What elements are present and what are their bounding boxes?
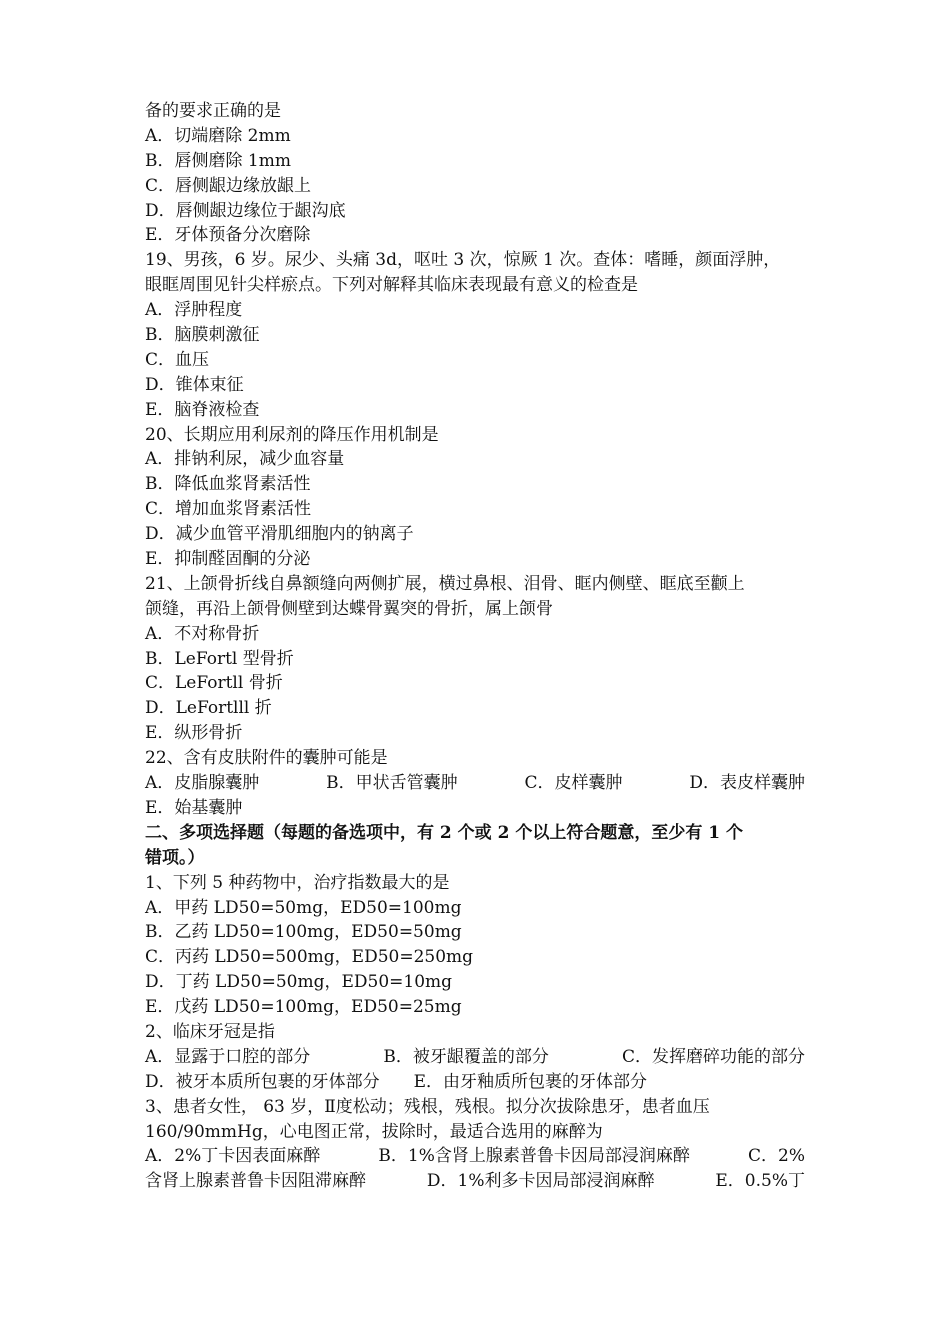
text-line: 19、男孩，6 岁。尿少、头痛 3d，呕吐 3 次，惊厥 1 次。查体：嗜睡，颜面浮肿， bbox=[145, 250, 781, 271]
text-line: 备的要求正确的是 bbox=[145, 101, 281, 121]
option-text: B．甲状舌管囊肿 bbox=[326, 773, 458, 794]
option-text: C．发挥磨碎功能的部分 bbox=[621, 1046, 805, 1067]
text-line: 22、含有皮肤附件的囊肿可能是 bbox=[145, 748, 388, 769]
text-line: C．唇侧龈边缘放龈上 bbox=[145, 175, 312, 196]
text-line: C．增加血浆肾素活性 bbox=[145, 499, 312, 520]
text-line: 颌缝，再沿上颌骨侧壁到达蝶骨翼突的骨折，属上颌骨 bbox=[145, 598, 553, 619]
text-line bbox=[145, 1045, 805, 1070]
option-text: 含肾上腺素普鲁卡因阻滞麻醉 bbox=[145, 1171, 366, 1192]
text-line: 2、临床牙冠是指 bbox=[145, 1021, 275, 1042]
text-line: B．降低血浆肾素活性 bbox=[145, 474, 311, 495]
option-text: A．皮脂腺囊肿 bbox=[145, 773, 260, 794]
text-line: E．脑脊液检查 bbox=[145, 399, 260, 420]
text-line: A．浮肿程度 bbox=[145, 300, 243, 321]
text-line: D．锥体束征 bbox=[145, 374, 244, 395]
option-text: D．1%利多卡因局部浸润麻醉 bbox=[426, 1171, 655, 1192]
section-heading-line: 错项。） bbox=[145, 847, 205, 868]
text-line: E．抑制醛固酮的分泌 bbox=[145, 549, 311, 570]
option-text: E．0.5%丁 bbox=[715, 1171, 805, 1192]
document-page bbox=[145, 99, 820, 1194]
text-line bbox=[145, 771, 805, 796]
text-line: 眼眶周围见针尖样瘀点。下列对解释其临床表现最有意义的检查是 bbox=[145, 275, 638, 296]
text-line: D．唇侧龈边缘位于龈沟底 bbox=[145, 200, 346, 221]
text-line: B．脑膜刺激征 bbox=[145, 325, 260, 346]
text-line: A．不对称骨折 bbox=[145, 623, 260, 644]
text-line: C．LeFortll 骨折 bbox=[145, 673, 283, 694]
option-text: A．显露于口腔的部分 bbox=[145, 1046, 311, 1067]
text-line: D．减少血管平滑肌细胞内的钠离子 bbox=[145, 524, 414, 545]
text-line: 160/90mmHg，心电图正常，拔除时，最适合选用的麻醉为 bbox=[145, 1121, 603, 1142]
text-line: D．LeFortlll 折 bbox=[145, 698, 272, 719]
section-heading-line: 二、多项选择题（每题的备选项中，有 2 个或 2 个以上符合题意，至少有 1 个 bbox=[145, 822, 743, 843]
text-line: D．丁药 LD50=50mg，ED50=10mg bbox=[145, 972, 453, 993]
text-line: D．被牙本质所包裹的牙体部分 E．由牙釉质所包裹的牙体部分 bbox=[145, 1071, 648, 1092]
text-line: E．戊药 LD50=100mg，ED50=25mg bbox=[145, 997, 462, 1018]
text-line bbox=[145, 1144, 805, 1169]
text-line: E．始基囊肿 bbox=[145, 797, 243, 818]
text-line: B．唇侧磨除 1mm bbox=[145, 150, 291, 171]
text-line: C．血压 bbox=[145, 349, 210, 370]
text-line: A．切端磨除 2mm bbox=[145, 125, 291, 146]
option-text: B．1%含肾上腺素普鲁卡因局部浸润麻醉 bbox=[378, 1146, 690, 1167]
text-line: B．LeFortl 型骨折 bbox=[145, 648, 294, 669]
text-line: 3、患者女性， 63 岁，Ⅱ度松动；残根，残根。拟分次拔除患牙，患者血压 bbox=[145, 1096, 710, 1117]
text-line: B．乙药 LD50=100mg，ED50=50mg bbox=[145, 922, 462, 943]
text-line bbox=[145, 1169, 805, 1194]
text-line: 21、上颌骨折线自鼻额缝向两侧扩展，横过鼻根、泪骨、眶内侧壁、眶底至颧上 bbox=[145, 573, 745, 594]
text-line: E．纵形骨折 bbox=[145, 723, 243, 744]
option-text: B．被牙龈覆盖的部分 bbox=[383, 1046, 549, 1067]
text-line: 1、下列 5 种药物中，治疗指数最大的是 bbox=[145, 872, 450, 893]
option-text: D．表皮样囊肿 bbox=[689, 773, 805, 794]
text-line: 20、长期应用利尿剂的降压作用机制是 bbox=[145, 424, 439, 445]
text-line: C．丙药 LD50=500mg，ED50=250mg bbox=[145, 947, 474, 968]
option-text: A．2%丁卡因表面麻醉 bbox=[145, 1146, 321, 1167]
text-line: A．甲药 LD50=50mg，ED50=100mg bbox=[145, 897, 462, 918]
option-text: C．2% bbox=[748, 1146, 805, 1167]
text-line: E．牙体预备分次磨除 bbox=[145, 225, 311, 246]
option-text: C．皮样囊肿 bbox=[524, 773, 623, 794]
text-line: A．排钠利尿，减少血容量 bbox=[145, 449, 345, 470]
